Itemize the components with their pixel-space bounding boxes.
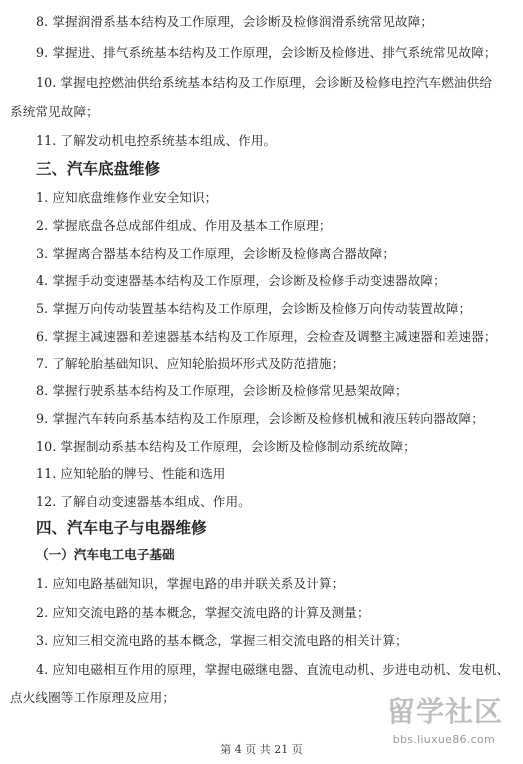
list-item: 12. 了解自动变速器基本组成、作用。 (36, 494, 251, 509)
section-heading: 四、汽车电子与电器维修 (36, 519, 207, 537)
list-item: 4. 应知电磁相互作用的原理，掌握电磁继电器、直流电动机、步进电动机、发电机、 (36, 662, 510, 677)
list-item: 7. 了解轮胎基础知识、应知轮胎损坏形式及防范措施； (36, 356, 345, 371)
text-line: 8. 掌握润滑系基本结构及工作原理，会诊断及检修润滑系统常见故障； (36, 14, 434, 29)
watermark-logo-text: 留学社区 (386, 695, 503, 728)
list-item: 1. 应知底盘维修作业安全知识； (36, 190, 218, 205)
text-line: 系统常见故障； (10, 104, 99, 119)
list-item: 1. 应知电路基础知识，掌握电路的串并联关系及计算； (36, 576, 345, 591)
list-item: 2. 应知交流电路的基本概念，掌握交流电路的计算及测量； (36, 605, 370, 620)
list-item: 3. 应知三相交流电路的基本概念，掌握三相交流电路的相关计算； (36, 633, 408, 648)
subsection-heading: （一）汽车电工电子基础 (36, 547, 175, 562)
list-item: 4. 掌握手动变速器基本结构及工作原理，会诊断及检修手动变速器故障； (36, 273, 446, 288)
text-line: 11. 了解发动机电控系统基本组成、作用。 (36, 133, 277, 148)
text-line: 9. 掌握进、排气系统基本结构及工作原理，会诊断及检修进、排气系统常见故障； (36, 45, 497, 60)
list-item: 6. 掌握主减速器和差速器基本结构及工作原理，会检查及调整主减速器和差速器； (36, 329, 497, 344)
list-item: 2. 掌握底盘各总成部件组成、作用及基本工作原理； (36, 218, 332, 233)
list-item: 10. 掌握制动系基本结构及工作原理，会诊断及检修制动系统故障； (36, 439, 416, 454)
list-item: 11. 应知轮胎的牌号、性能和选用 (36, 466, 226, 481)
page-number-footer: 第 4 页 共 21 页 (220, 743, 303, 756)
list-item-continuation: 点火线圈等工作原理及应用； (10, 690, 176, 705)
list-item: 5. 掌握万向传动装置基本结构及工作原理，会诊断及检修万向传动装置故障； (36, 301, 472, 316)
text-line: 10. 掌握电控燃油供给系统基本结构及工作原理，会诊断及检修电控汽车燃油供给 (36, 75, 493, 90)
watermark (375, 695, 515, 756)
list-item: 3. 掌握离合器基本结构及工作原理，会诊断及检修离合器故障； (36, 246, 396, 261)
watermark-url: bbs.liuxue86.com (392, 733, 495, 746)
section-heading: 三、汽车底盘维修 (36, 160, 161, 178)
list-item: 8. 掌握行驶系基本结构及工作原理，会诊断及检修常见悬架故障； (36, 383, 408, 398)
list-item: 9. 掌握汽车转向系基本结构及工作原理，会诊断及检修机械和液压转向器故障； (36, 411, 484, 426)
